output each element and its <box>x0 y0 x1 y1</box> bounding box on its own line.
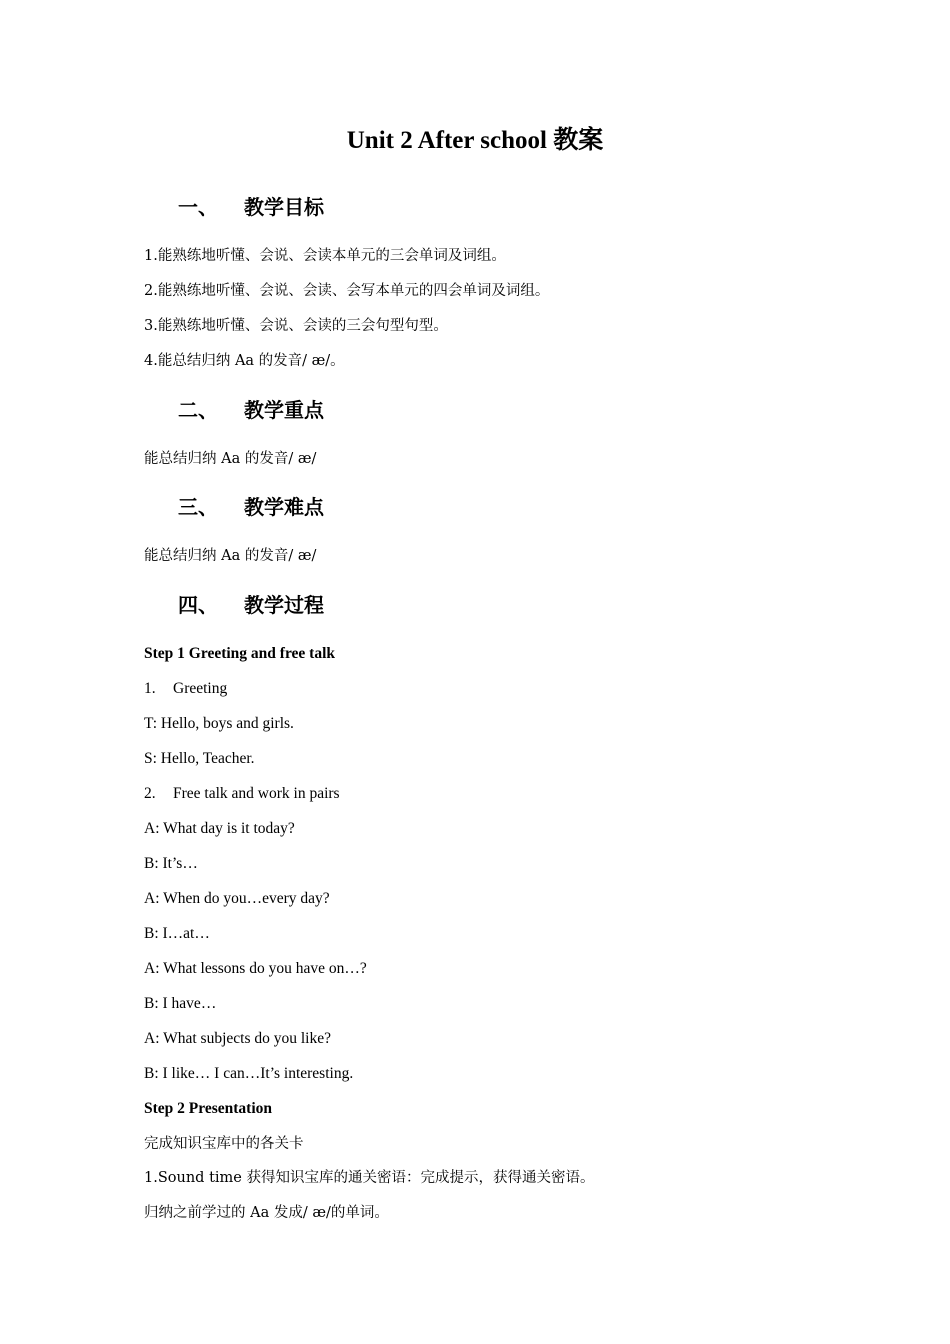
section-label: 教学难点 <box>244 495 324 519</box>
step1-title: Step 1 Greeting and free talk <box>144 645 336 662</box>
dialogue-line: B: I have… <box>144 995 217 1012</box>
section-number: 二、 <box>178 398 218 422</box>
document-title: Unit 2 After school 教案 <box>346 127 604 154</box>
objective-line: 2.能熟练地听懂、会说、会读、会写本单元的四会单词及词组。 <box>144 283 550 299</box>
dialogue-line: B: I like… I can…It’s interesting. <box>144 1065 354 1082</box>
item-text: Free talk and work in pairs <box>173 785 340 802</box>
section-heading-key-point <box>178 396 324 424</box>
dialogue-line: B: I…at… <box>144 925 210 942</box>
section-heading-objectives <box>178 193 324 221</box>
step2-line: 归纳之前学过的 Aa 发成/ æ/的单词。 <box>144 1205 389 1221</box>
step2-line: 1.Sound time 获得知识宝库的通关密语：完成提示，获得通关密语。 <box>144 1170 595 1186</box>
greeting-line: S: Hello, Teacher. <box>144 750 255 767</box>
dialogue-line: A: What subjects do you like? <box>144 1030 331 1047</box>
greeting-line: T: Hello, boys and girls. <box>144 715 294 732</box>
section-heading-difficulty <box>178 493 324 521</box>
step1-item-free-talk <box>144 783 340 805</box>
section-heading-process <box>178 591 324 619</box>
objective-line: 4.能总结归纳 Aa 的发音/ æ/。 <box>144 353 345 369</box>
section-label: 教学过程 <box>244 593 324 617</box>
dialogue-line: A: What day is it today? <box>144 820 295 837</box>
dialogue-line: A: When do you…every day? <box>144 890 330 907</box>
step2-line: 完成知识宝库中的各关卡 <box>144 1136 304 1152</box>
item-number: 1. <box>144 680 156 697</box>
step2-title: Step 2 Presentation <box>144 1100 273 1117</box>
section-number: 四、 <box>178 593 218 617</box>
step1-item-greeting <box>144 678 227 700</box>
objective-line: 3.能熟练地听懂、会说、会读的三会句型句型。 <box>144 318 448 334</box>
section-label: 教学目标 <box>244 195 324 219</box>
difficulty-text: 能总结归纳 Aa 的发音/ æ/ <box>144 548 317 564</box>
objective-line: 1.能熟练地听懂、会说、会读本单元的三会单词及词组。 <box>144 248 506 264</box>
key-point-text: 能总结归纳 Aa 的发音/ æ/ <box>144 451 317 467</box>
item-text: Greeting <box>173 680 228 697</box>
dialogue-line: B: It’s… <box>144 855 198 872</box>
section-label: 教学重点 <box>244 398 324 422</box>
section-number: 三、 <box>178 495 218 519</box>
item-number: 2. <box>144 785 156 802</box>
section-number: 一、 <box>178 195 218 219</box>
dialogue-line: A: What lessons do you have on…? <box>144 960 367 977</box>
